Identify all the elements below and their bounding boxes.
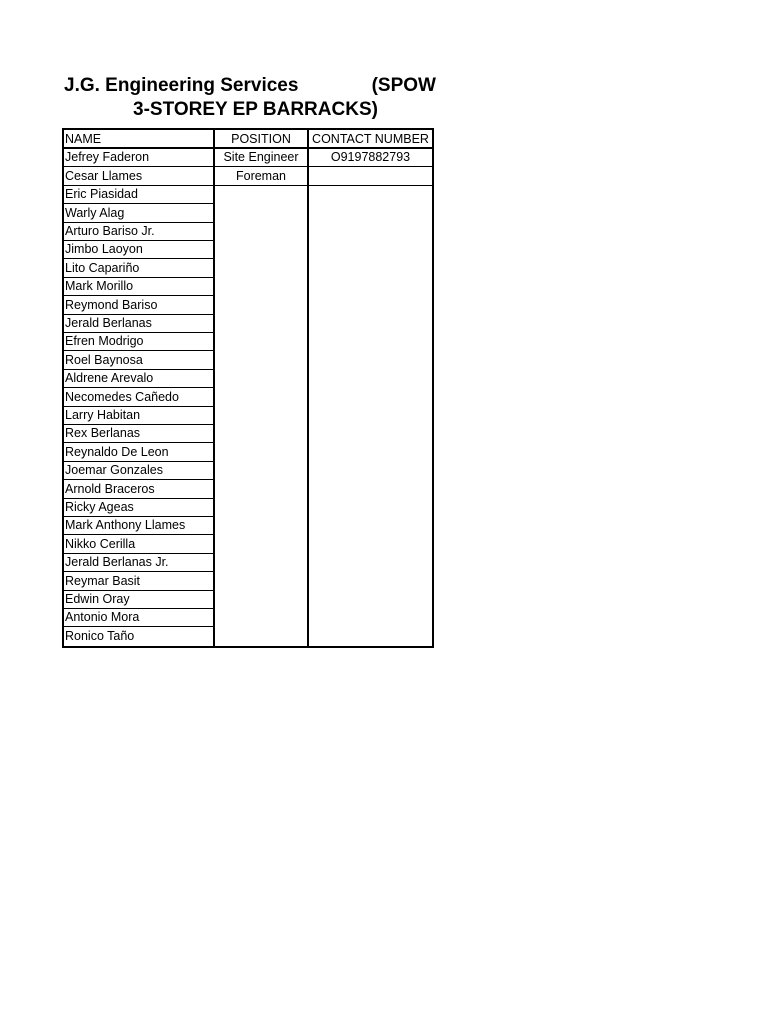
cell-name: Roel Baynosa xyxy=(65,352,143,367)
cell-name: Jefrey Faderon xyxy=(65,150,150,165)
table-row xyxy=(64,443,432,461)
row-divider xyxy=(64,590,213,591)
table-row xyxy=(64,608,432,626)
cell-name: Ronico Taño xyxy=(65,628,135,643)
cell-position: Foreman xyxy=(235,168,287,183)
cell-name: Cesar Llames xyxy=(65,168,143,183)
cell-name: Reynaldo De Leon xyxy=(65,444,169,459)
cell-name: Eric Piasidad xyxy=(65,187,138,202)
cell-name: Arturo Bariso Jr. xyxy=(65,224,155,238)
header-contact-number: CONTACT NUMBER xyxy=(312,132,429,146)
cell-position xyxy=(215,443,307,461)
cell-contact-number xyxy=(309,535,432,553)
cell-name: Lito Capariño xyxy=(65,260,140,275)
cell-position xyxy=(215,277,307,295)
cell-name: Larry Habitan xyxy=(65,408,141,422)
row-divider xyxy=(64,314,213,315)
table-row xyxy=(64,461,432,479)
cell-name: Aldrene Arevalo xyxy=(65,371,154,386)
cell-contact-number xyxy=(309,443,432,461)
row-divider xyxy=(64,626,213,627)
table-row xyxy=(64,480,432,498)
row-divider xyxy=(64,479,213,480)
cell-contact-number xyxy=(309,406,432,424)
row-divider xyxy=(64,369,213,370)
row-divider xyxy=(64,534,213,535)
cell-name: Antonio Mora xyxy=(65,610,140,625)
cell-position xyxy=(215,553,307,571)
row-divider xyxy=(64,424,213,425)
table-row xyxy=(64,148,432,166)
cell-contact-number xyxy=(309,590,432,608)
table-row xyxy=(64,369,432,387)
cell-name: Nikko Cerilla xyxy=(65,536,136,551)
table-row xyxy=(64,553,432,571)
cell-name: Jimbo Laoyon xyxy=(65,242,143,257)
cell-contact-number: O9197882793 xyxy=(330,150,411,165)
cell-name: Mark Morillo xyxy=(65,279,134,294)
personnel-table xyxy=(62,128,434,648)
cell-position: Site Engineer xyxy=(223,150,299,165)
row-divider xyxy=(64,571,213,572)
cell-position xyxy=(215,406,307,424)
cell-position xyxy=(215,240,307,258)
cell-position xyxy=(215,424,307,442)
cell-contact-number xyxy=(309,498,432,516)
cell-name: Rex Berlanas xyxy=(65,426,141,441)
cell-contact-number xyxy=(309,296,432,314)
header-position: POSITION xyxy=(231,132,291,146)
row-divider xyxy=(64,608,213,609)
row-divider xyxy=(64,442,213,443)
cell-contact-number xyxy=(309,369,432,387)
row-divider xyxy=(64,295,213,296)
table-row xyxy=(64,498,432,516)
table-row xyxy=(64,627,432,645)
cell-position xyxy=(215,480,307,498)
cell-contact-number xyxy=(309,332,432,350)
cell-position xyxy=(215,204,307,222)
header-divider xyxy=(64,147,432,149)
cell-position xyxy=(215,369,307,387)
cell-position xyxy=(215,572,307,590)
table-row xyxy=(64,240,432,258)
row-divider xyxy=(64,332,213,333)
cell-contact-number xyxy=(309,240,432,258)
row-divider xyxy=(64,258,213,259)
cell-name: Warly Alag xyxy=(65,205,125,220)
cell-contact-number xyxy=(309,424,432,442)
project-name-part2: 3-STOREY EP BARRACKS) xyxy=(133,99,378,120)
table-row xyxy=(64,590,432,608)
cell-name: Necomedes Cañedo xyxy=(65,389,179,404)
cell-position xyxy=(215,351,307,369)
row-divider xyxy=(64,387,213,388)
table-row xyxy=(64,516,432,534)
title-line-2 xyxy=(64,98,436,122)
company-name: J.G. Engineering Services xyxy=(64,75,299,96)
cell-position xyxy=(215,185,307,203)
table-row xyxy=(64,277,432,295)
table-row xyxy=(64,351,432,369)
row-divider xyxy=(64,498,213,499)
row-divider xyxy=(64,277,213,278)
row-divider xyxy=(64,185,432,186)
table-row xyxy=(64,167,432,185)
table-row xyxy=(64,406,432,424)
cell-contact-number xyxy=(309,516,432,534)
cell-name: Arnold Braceros xyxy=(65,481,155,496)
table-row xyxy=(64,222,432,240)
cell-name: Joemar Gonzales xyxy=(65,463,163,478)
cell-name: Reymond Bariso xyxy=(65,297,158,312)
cell-name: Efren Modrigo xyxy=(65,334,144,349)
table-row xyxy=(64,535,432,553)
cell-contact-number xyxy=(309,553,432,571)
cell-contact-number xyxy=(309,351,432,369)
table-row xyxy=(64,332,432,350)
title-line-1 xyxy=(64,74,436,98)
cell-position xyxy=(215,222,307,240)
cell-name: Jerald Berlanas Jr. xyxy=(65,555,169,570)
cell-contact-number xyxy=(309,185,432,203)
cell-contact-number xyxy=(309,388,432,406)
row-divider xyxy=(64,240,213,241)
table-row xyxy=(64,204,432,222)
cell-contact-number xyxy=(309,204,432,222)
table-row xyxy=(64,296,432,314)
cell-position xyxy=(215,332,307,350)
table-row xyxy=(64,259,432,277)
cell-position xyxy=(215,590,307,608)
document-title xyxy=(64,74,436,122)
cell-contact-number xyxy=(309,627,432,645)
row-divider xyxy=(64,350,213,351)
row-divider xyxy=(64,203,213,204)
table-row xyxy=(64,185,432,203)
cell-contact-number xyxy=(309,167,432,185)
project-name-part1: (SPOW xyxy=(371,75,436,96)
cell-contact-number xyxy=(309,608,432,626)
table-row xyxy=(64,572,432,590)
cell-position xyxy=(215,461,307,479)
row-divider xyxy=(64,222,213,223)
cell-position xyxy=(215,388,307,406)
cell-position xyxy=(215,608,307,626)
cell-position xyxy=(215,627,307,645)
table-row xyxy=(64,424,432,442)
cell-contact-number xyxy=(309,277,432,295)
cell-contact-number xyxy=(309,222,432,240)
cell-position xyxy=(215,498,307,516)
cell-name: Ricky Ageas xyxy=(65,500,134,514)
header-name: NAME xyxy=(65,132,102,146)
cell-position xyxy=(215,535,307,553)
table-header-row xyxy=(64,130,432,148)
cell-name: Edwin Oray xyxy=(65,592,130,606)
cell-contact-number xyxy=(309,259,432,277)
row-divider xyxy=(64,461,213,462)
cell-name: Reymar Basit xyxy=(65,573,141,588)
cell-position xyxy=(215,516,307,534)
row-divider xyxy=(64,406,213,407)
table-row xyxy=(64,388,432,406)
cell-contact-number xyxy=(309,480,432,498)
table-row xyxy=(64,314,432,332)
row-divider xyxy=(64,166,432,167)
cell-contact-number xyxy=(309,461,432,479)
cell-contact-number xyxy=(309,314,432,332)
row-divider xyxy=(64,553,213,554)
cell-name: Mark Anthony Llames xyxy=(65,518,186,533)
cell-position xyxy=(215,314,307,332)
cell-position xyxy=(215,259,307,277)
cell-position xyxy=(215,296,307,314)
cell-contact-number xyxy=(309,572,432,590)
row-divider xyxy=(64,516,213,517)
cell-name: Jerald Berlanas xyxy=(65,316,152,330)
